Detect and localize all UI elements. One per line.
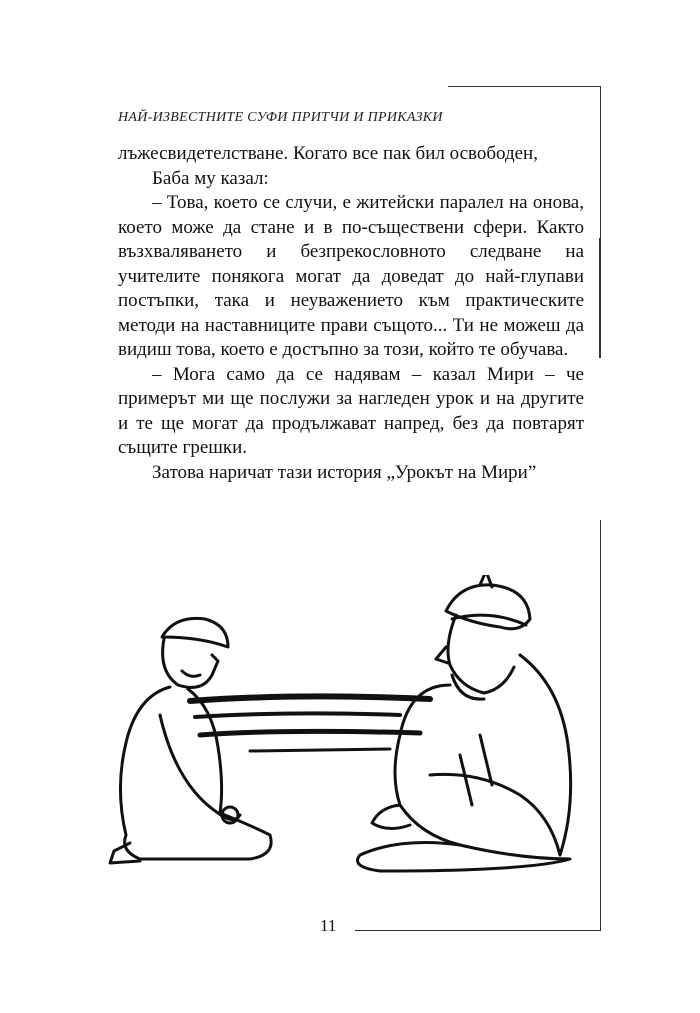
top-rule <box>448 86 600 87</box>
right-margin-rule <box>599 238 600 358</box>
paragraph-4: Затова наричат тази история „Урокът на Мири” <box>152 461 537 483</box>
illustration-student-and-sufi-master <box>100 575 580 875</box>
bottom-rule <box>355 930 601 931</box>
paragraph-2: – Това, което се случи, е житейски паралел на онова, което може да стане и в по-съществени сфери. Както възхваляването и безпрекословното следване на учителите понякога могат да доведат до най-глупави постъпки, така и неуважението към практическите методи на наставниците прави същото... Ти не можеш да видиш това, което е достъпно за този, който те обучава. <box>118 192 584 360</box>
running-header: НАЙ-ИЗВЕСТНИТЕ СУФИ ПРИТЧИ И ПРИКАЗКИ <box>118 110 443 125</box>
paragraph-3: – Мога само да се надявам – казал Мири – че примерът ми ще послужи за нагледен урок и на другите и те ще могат да продължават напред, без да повтарят същите грешки. <box>118 363 584 458</box>
paragraph-1-line-1: лъжесвидетелстване. Когато все пак бил освободен, <box>118 143 538 164</box>
page-number: 11 <box>320 916 337 935</box>
body-text <box>118 142 584 485</box>
paragraph-1-line-2: Баба му казал: <box>152 167 269 189</box>
right-frame-rule <box>600 86 601 358</box>
right-frame-lower-rule <box>600 520 601 930</box>
